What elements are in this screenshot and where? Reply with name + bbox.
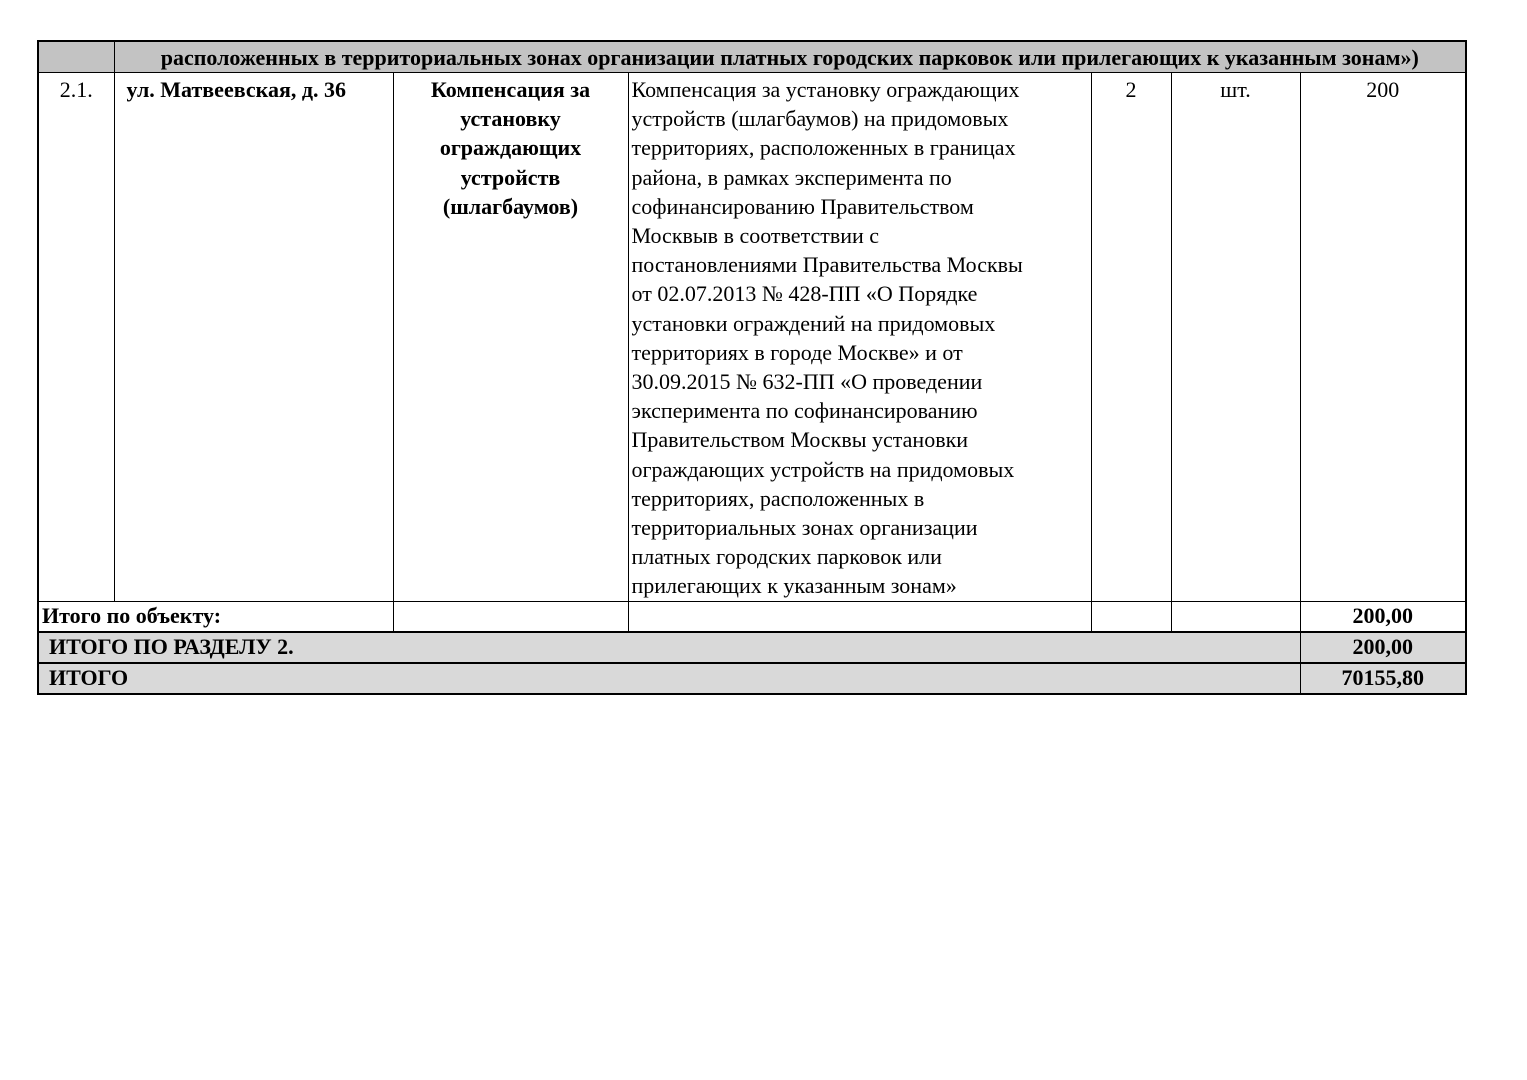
object-total-value: 200,00 xyxy=(1300,601,1466,632)
description-line: территориях, расположенных в границах xyxy=(631,135,1016,161)
description-line: ограждающих устройств на придомовых xyxy=(631,456,1015,482)
description-line: Компенсация за установку ограждающих xyxy=(631,77,1020,102)
item-name: Компенсация за установку ограждающих устройств (шлагбаумов) xyxy=(393,73,628,602)
description-line: территориях в городе Москве» и от xyxy=(631,339,963,365)
object-total-row xyxy=(38,601,1466,632)
section-total-row xyxy=(38,632,1466,663)
description-line: платных городских парковок или xyxy=(631,544,942,570)
object-total-label: Итого по объекту: xyxy=(38,601,393,632)
item-address: ул. Матвеевская, д. 36 xyxy=(114,73,393,602)
section-header-text: расположенных в территориальных зонах организации платных городских парковок или прилегающих к указанным зонам») xyxy=(160,45,1419,70)
section-header-row xyxy=(38,41,1466,73)
item-quantity: 2 xyxy=(1091,73,1171,602)
item-row xyxy=(38,73,1466,602)
object-total-empty-cell xyxy=(393,601,628,632)
description-line: от 02.07.2013 № 428-ПП «О Порядке xyxy=(631,281,978,307)
section-total-value: 200,00 xyxy=(1300,632,1466,663)
description-line: прилегающих к указанным зонам» xyxy=(631,573,957,599)
description-line: постановлениями Правительства Москвы xyxy=(631,252,1023,278)
item-unit: шт. xyxy=(1171,73,1300,602)
section-header-cell xyxy=(114,41,1466,73)
item-description xyxy=(628,73,1091,602)
grand-total-value: 70155,80 xyxy=(1300,663,1466,694)
grand-total-row xyxy=(38,663,1466,694)
description-line: территориях, расположенных в xyxy=(631,485,925,511)
object-total-empty-cell xyxy=(628,601,1091,632)
object-total-empty-cell xyxy=(1171,601,1300,632)
grand-total-label: ИТОГО xyxy=(38,663,1300,694)
description-line: софинансированию Правительством xyxy=(631,193,974,219)
description-line: района, в рамках эксперимента по xyxy=(631,164,952,190)
object-total-empty-cell xyxy=(1091,601,1171,632)
header-empty-cell xyxy=(38,41,114,73)
description-line: 30.09.2015 № 632-ПП «О проведении xyxy=(631,369,983,395)
description-line: Москвыв в соответствии с xyxy=(631,223,880,249)
estimate-table xyxy=(37,40,1467,695)
description-line: установки ограждений на придомовых xyxy=(631,310,996,336)
description-line: территориальных зонах организации xyxy=(631,515,978,541)
item-number: 2.1. xyxy=(38,73,114,602)
section-total-label: ИТОГО ПО РАЗДЕЛУ 2. xyxy=(38,632,1300,663)
description-line: эксперимента по софинансированию xyxy=(631,398,978,424)
item-price: 200 xyxy=(1300,73,1466,602)
description-line: Правительством Москвы установки xyxy=(631,427,969,453)
description-line: устройств (шлагбаумов) на придомовых xyxy=(631,106,1009,132)
